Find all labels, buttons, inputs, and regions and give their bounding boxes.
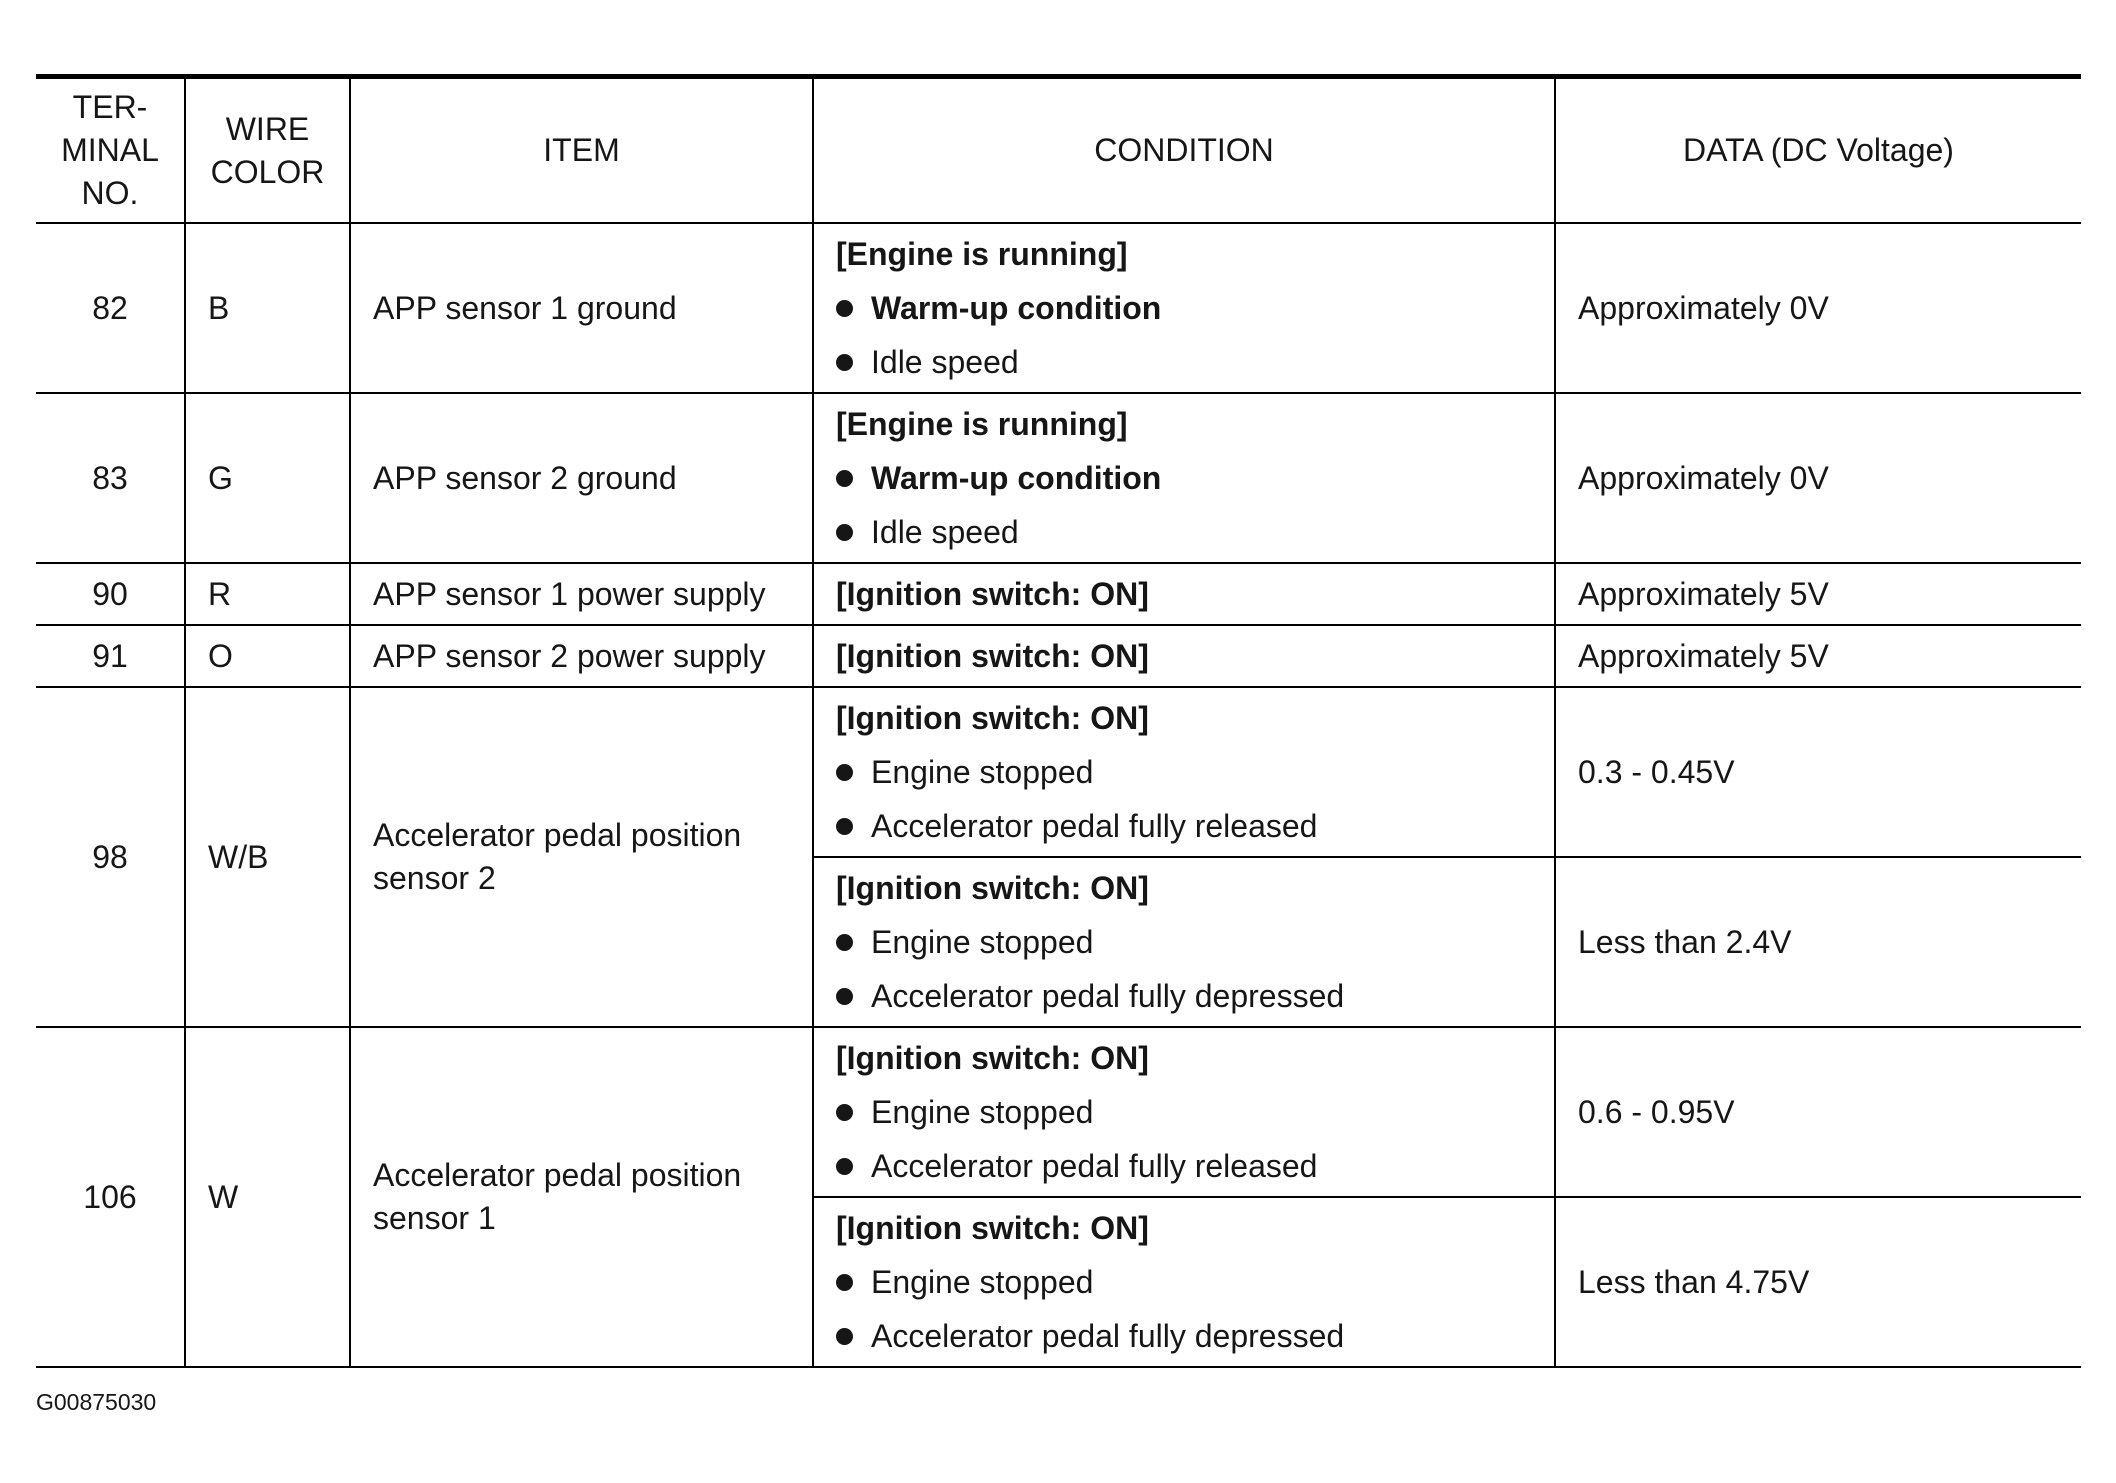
bullet-icon (836, 1328, 853, 1345)
bullet-icon (836, 300, 853, 317)
condition-title: [Ignition switch: ON] (836, 700, 1149, 736)
condition-bullet-item (836, 451, 1554, 505)
condition-bullet-item (836, 281, 1554, 335)
condition-bullet-item (836, 969, 1554, 1023)
dc-voltage-cell: Less than 4.75V (1555, 1197, 2081, 1367)
terminal-no-cell: 83 (92, 459, 128, 496)
terminal-no-cell: 106 (83, 1178, 137, 1215)
header-wire-color (185, 77, 350, 224)
bullet-icon (836, 934, 853, 951)
dc-voltage-cell: 0.6 - 0.95V (1555, 1027, 2081, 1197)
wire-color-cell: W/B (185, 687, 350, 1027)
condition-bullet-item (836, 1255, 1554, 1309)
condition-title: [Ignition switch: ON] (836, 576, 1149, 612)
wire-color-cell: B (185, 223, 350, 393)
wire-color-cell: O (185, 625, 350, 687)
condition-bullet-text: Warm-up condition (871, 460, 1162, 496)
dc-voltage-cell: Approximately 0V (1555, 393, 2081, 563)
condition-cell (813, 223, 1555, 393)
bullet-icon (836, 470, 853, 487)
dc-voltage-cell: 0.3 - 0.45V (1555, 687, 2081, 857)
condition-bullet-text: Idle speed (871, 514, 1019, 550)
item-cell (350, 223, 813, 393)
item-cell (350, 393, 813, 563)
header-terminal-line-1: TER- (72, 89, 148, 125)
terminal-no-cell: 82 (92, 289, 128, 326)
terminal-no-cell: 98 (92, 838, 128, 875)
condition-title: [Ignition switch: ON] (836, 1040, 1149, 1076)
condition-bullet-text: Accelerator pedal fully depressed (871, 978, 1345, 1014)
header-item: ITEM (350, 77, 813, 224)
table-row (36, 625, 2081, 687)
wire-color-cell: G (185, 393, 350, 563)
terminal-no-cell: 90 (92, 575, 128, 612)
condition-cell (813, 1027, 1555, 1197)
dc-voltage-cell: Approximately 5V (1555, 563, 2081, 625)
condition-cell (813, 1197, 1555, 1367)
wire-color-cell: R (185, 563, 350, 625)
item-cell (350, 625, 813, 687)
table-row (36, 687, 2081, 857)
table-body (36, 223, 2081, 1367)
condition-bullet-text: Engine stopped (871, 1264, 1094, 1300)
item-cell (350, 563, 813, 625)
condition-cell (813, 563, 1555, 625)
condition-cell (813, 625, 1555, 687)
condition-title: [Ignition switch: ON] (836, 638, 1149, 674)
condition-bullet-text: Accelerator pedal fully released (871, 808, 1318, 844)
bullet-icon (836, 988, 853, 1005)
bullet-icon (836, 1274, 853, 1291)
header-terminal-line-2: MINAL (61, 132, 159, 168)
bullet-icon (836, 354, 853, 371)
condition-bullet-item (836, 1309, 1554, 1363)
item-text: APP sensor 1 power supply (373, 575, 766, 612)
bullet-icon (836, 764, 853, 781)
condition-bullet-item (836, 505, 1554, 559)
dc-voltage-cell: Approximately 0V (1555, 223, 2081, 393)
item-text: APP sensor 2 ground (373, 459, 677, 496)
dc-voltage-cell: Less than 2.4V (1555, 857, 2081, 1027)
condition-bullet-item (836, 1139, 1554, 1193)
header-data-dc-voltage: DATA (DC Voltage) (1555, 77, 2081, 224)
condition-bullet-text: Engine stopped (871, 924, 1094, 960)
header-terminal-line-3: NO. (81, 175, 139, 211)
table-row (36, 393, 2081, 563)
item-text: APP sensor 2 power supply (373, 637, 766, 674)
terminal-data-table (36, 74, 2081, 1368)
condition-cell (813, 857, 1555, 1027)
terminal-no-cell: 91 (92, 637, 128, 674)
item-cell (350, 687, 813, 1027)
table-row (36, 1027, 2081, 1197)
condition-bullet-item (836, 799, 1554, 853)
bullet-icon (836, 818, 853, 835)
condition-cell (813, 393, 1555, 563)
ecm-terminal-table-document (36, 74, 2081, 1368)
table-header-row (36, 77, 2081, 224)
condition-title: [Ignition switch: ON] (836, 1210, 1149, 1246)
bullet-icon (836, 524, 853, 541)
header-condition: CONDITION (813, 77, 1555, 224)
dc-voltage-cell: Approximately 5V (1555, 625, 2081, 687)
condition-title: [Engine is running] (836, 406, 1128, 442)
condition-bullet-item (836, 335, 1554, 389)
condition-title: [Ignition switch: ON] (836, 870, 1149, 906)
bullet-icon (836, 1104, 853, 1121)
condition-bullet-item (836, 915, 1554, 969)
condition-bullet-text: Idle speed (871, 344, 1019, 380)
condition-bullet-text: Engine stopped (871, 1094, 1094, 1130)
condition-cell (813, 687, 1555, 857)
header-terminal-no (36, 77, 185, 224)
condition-bullet-text: Warm-up condition (871, 290, 1162, 326)
condition-bullet-text: Accelerator pedal fully released (871, 1148, 1318, 1184)
condition-bullet-item (836, 745, 1554, 799)
condition-title: [Engine is running] (836, 236, 1128, 272)
header-wire-line-2: COLOR (210, 153, 325, 190)
figure-code: G00875030 (36, 1389, 157, 1415)
condition-bullet-text: Engine stopped (871, 754, 1094, 790)
bullet-icon (836, 1158, 853, 1175)
item-text: Accelerator pedal position sensor 1 (373, 1157, 742, 1236)
item-cell (350, 1027, 813, 1367)
header-wire-line-1: WIRE (225, 110, 310, 147)
item-text: Accelerator pedal position sensor 2 (373, 817, 742, 896)
table-row (36, 223, 2081, 393)
condition-bullet-text: Accelerator pedal fully depressed (871, 1318, 1345, 1354)
wire-color-cell: W (185, 1027, 350, 1367)
condition-bullet-item (836, 1085, 1554, 1139)
item-text: APP sensor 1 ground (373, 289, 677, 326)
table-row (36, 563, 2081, 625)
